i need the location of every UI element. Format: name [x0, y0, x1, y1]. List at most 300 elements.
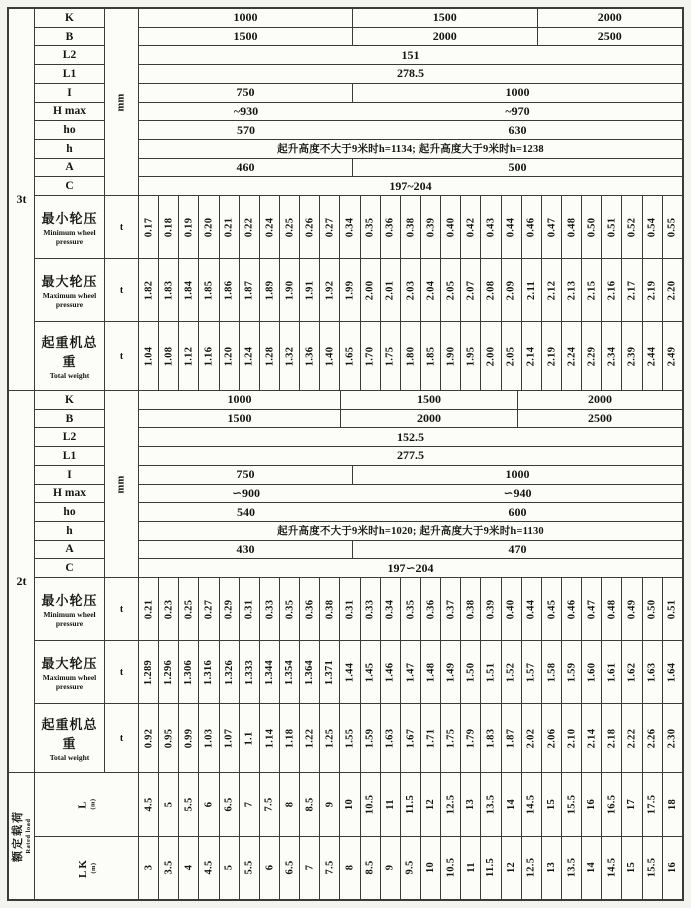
span-value-cell [381, 837, 401, 900]
row-label-zh: 最大轮压 [41, 656, 98, 671]
param-label-b: B [35, 410, 104, 429]
data-value: 1.28 [263, 346, 275, 366]
data-value: 0.27 [324, 217, 336, 237]
data-value-cell [481, 259, 501, 321]
span-value: 12.5 [445, 794, 457, 815]
data-value: 2.19 [646, 280, 658, 300]
span-value-cell [240, 837, 260, 900]
section-load-label: 2t [9, 391, 35, 772]
data-value: 2.44 [646, 346, 658, 366]
span-value-cell [441, 773, 461, 836]
data-value-cell [643, 704, 663, 772]
data-value-cell [461, 196, 481, 258]
param-label-h-max: H max [35, 103, 104, 122]
span-value: 7.5 [263, 797, 275, 812]
data-value-cell [622, 641, 642, 703]
data-value: 2.22 [626, 728, 638, 748]
data-value: 0.40 [445, 217, 457, 237]
data-value-cell [522, 259, 542, 321]
data-value: 1.16 [203, 346, 215, 366]
spec-value-cell: 2000 [341, 410, 518, 428]
span-value-cell [441, 837, 461, 900]
data-value-cell [441, 259, 461, 321]
data-value: 2.00 [364, 280, 376, 300]
data-value-cell [542, 259, 562, 321]
data-value: 1.90 [445, 346, 457, 366]
data-value-cell [300, 322, 320, 390]
span-row-label-cell [35, 773, 139, 836]
data-value: 0.35 [284, 599, 296, 619]
data-value: 0.25 [284, 217, 296, 237]
data-value: 2.12 [545, 280, 557, 300]
span-value-cell [461, 837, 481, 900]
span-value-cell [361, 837, 381, 900]
data-value-cell [199, 322, 219, 390]
span-value: 5 [163, 801, 175, 808]
data-value-cell [159, 578, 179, 640]
data-value: 1.354 [284, 659, 296, 685]
spec-value-cell: 430 [139, 541, 353, 559]
data-value-cell [179, 196, 199, 258]
data-value: 1.296 [163, 659, 175, 685]
span-value: 14 [505, 798, 517, 810]
data-value: 2.29 [586, 346, 598, 366]
param-column [35, 9, 105, 195]
data-value-cell [663, 641, 682, 703]
spec-value-cell: 1000 [505, 85, 530, 100]
data-value-cell [179, 578, 199, 640]
span-value-cell [381, 773, 401, 836]
span-value: 14.5 [606, 857, 618, 878]
span-value-cell [582, 773, 602, 836]
spec-row-h-max [139, 103, 682, 122]
data-value: 0.92 [143, 728, 155, 748]
data-value-cell [139, 259, 159, 321]
data-value: 0.23 [163, 599, 175, 619]
span-value-cell [502, 773, 522, 836]
data-value-cell [542, 641, 562, 703]
data-value-cell [401, 259, 421, 321]
data-value: 0.49 [626, 599, 638, 619]
data-value-cell [481, 196, 501, 258]
data-value-cell [602, 322, 622, 390]
data-value: 0.38 [324, 599, 336, 619]
span-value: 6 [263, 864, 275, 871]
data-value-cell [280, 578, 300, 640]
data-value-cell [260, 578, 280, 640]
span-value-cell [361, 773, 381, 836]
span-value-cell [643, 837, 663, 900]
span-value: 15 [626, 862, 638, 874]
section-block-2t [9, 391, 682, 773]
data-row-total-weight [35, 322, 682, 390]
span-value: 13.5 [485, 794, 497, 815]
data-value-cell [320, 704, 340, 772]
rated-load-block [9, 773, 682, 899]
data-value: 1.51 [485, 662, 497, 682]
data-value-cell [542, 196, 562, 258]
row-label-en: Minimum wheel pressure [43, 610, 96, 628]
data-value: 1.1 [243, 730, 255, 746]
spec-value-cell: 460 [139, 159, 353, 177]
data-value-cell [562, 641, 582, 703]
param-label-k: K [35, 9, 104, 28]
span-value-cell [622, 837, 642, 900]
span-value-cell [320, 837, 340, 900]
spec-value-cell: 750 [139, 84, 353, 102]
span-row-lk [35, 837, 682, 900]
span-value-cell [139, 837, 159, 900]
unit-t-cell: t [105, 578, 139, 640]
spec-row-l1 [139, 65, 682, 84]
spec-row-ho [139, 503, 682, 522]
data-value: 2.13 [566, 280, 578, 300]
row-label-zh: 最小轮压 [41, 211, 98, 226]
data-value-cell [562, 196, 582, 258]
span-value-cell [300, 837, 320, 900]
spec-row-h-max [139, 485, 682, 504]
data-value-cell [421, 259, 441, 321]
data-value: 0.44 [505, 217, 517, 237]
data-value-cell [602, 704, 622, 772]
data-value-cell [643, 322, 663, 390]
data-value: 0.39 [485, 599, 497, 619]
data-value-cell [663, 196, 682, 258]
data-value-cell [280, 641, 300, 703]
data-value: 1.59 [364, 728, 376, 748]
data-value: 0.17 [143, 217, 155, 237]
data-value: 1.87 [505, 728, 517, 748]
spec-value-cell: 151 [401, 47, 420, 62]
param-label-ho: ho [35, 121, 104, 140]
span-value: 15.5 [646, 857, 658, 878]
spec-value-cell: 2000 [587, 392, 612, 407]
data-value: 1.14 [263, 728, 275, 748]
data-value: 2.08 [485, 280, 497, 300]
data-value-cell [562, 259, 582, 321]
data-value-cell [260, 322, 280, 390]
span-row-label [76, 858, 96, 878]
span-value: 15.5 [566, 794, 578, 815]
data-value: 0.36 [425, 599, 437, 619]
row-label-zh: 最小轮压 [41, 593, 98, 608]
data-value: 0.47 [545, 217, 557, 237]
data-value-cell [582, 196, 602, 258]
data-value: 0.95 [163, 728, 175, 748]
data-value-cell [421, 704, 441, 772]
spec-row-k [139, 9, 682, 28]
data-value-cell [461, 322, 481, 390]
data-value-cell [622, 578, 642, 640]
data-value-cell [441, 578, 461, 640]
spec-value-cell: 630 [508, 122, 527, 137]
data-value-cell [361, 259, 381, 321]
unit-t-cell: t [105, 704, 139, 772]
data-value-cell [300, 578, 320, 640]
section-body [35, 9, 682, 390]
spec-grid [35, 9, 682, 196]
data-value-cell [663, 322, 682, 390]
data-value: 1.326 [223, 659, 235, 685]
span-value: 8 [284, 801, 296, 808]
data-value-cell [602, 578, 622, 640]
span-value-cell [260, 773, 280, 836]
data-value-cell [481, 578, 501, 640]
data-value-cell [502, 578, 522, 640]
data-value: 1.55 [344, 728, 356, 748]
data-value-cell [340, 322, 360, 390]
data-value: 1.59 [566, 662, 578, 682]
span-value: 12 [505, 862, 517, 874]
span-value: 13 [545, 862, 557, 874]
span-value-cell [159, 837, 179, 900]
span-value-cell [481, 773, 501, 836]
spec-value-cell: 600 [508, 504, 527, 519]
span-value-cell [220, 773, 240, 836]
span-value: 16 [666, 862, 678, 874]
data-value: 1.70 [364, 346, 376, 366]
data-value: 0.51 [666, 599, 678, 619]
crane-spec-table [7, 7, 684, 901]
data-value-cell [159, 259, 179, 321]
data-value-cell [220, 704, 240, 772]
unit-mm-cell [105, 391, 139, 577]
data-value-cell [139, 578, 159, 640]
span-value-cell [622, 773, 642, 836]
span-value: 8.5 [364, 860, 376, 875]
row-label [35, 259, 105, 321]
param-label-l2: L2 [35, 428, 104, 447]
data-value: 1.64 [666, 662, 678, 682]
data-value-cell [260, 259, 280, 321]
data-value-cell [220, 196, 240, 258]
param-column [35, 391, 105, 577]
spec-value-cell: 1500 [341, 391, 518, 409]
data-value: 2.03 [404, 280, 416, 300]
data-value-cell [220, 259, 240, 321]
row-label [35, 196, 105, 258]
data-value-cell [502, 196, 522, 258]
data-value-cell [300, 704, 320, 772]
span-row-l [35, 773, 682, 837]
data-value: 1.40 [324, 346, 336, 366]
spec-values [139, 391, 682, 577]
span-value: 4.5 [143, 797, 155, 812]
data-value-cell [461, 259, 481, 321]
data-value-cell [401, 196, 421, 258]
param-label-ho: ho [35, 503, 104, 522]
data-value-cell [159, 196, 179, 258]
data-value-cell [159, 704, 179, 772]
span-value-cell [421, 837, 441, 900]
data-value: 0.55 [666, 217, 678, 237]
data-value: 0.33 [263, 599, 275, 619]
data-value-cell [199, 259, 219, 321]
data-value-cell [522, 196, 542, 258]
data-value-cell [139, 322, 159, 390]
data-value: 0.52 [626, 217, 638, 237]
span-label-letter: LK [76, 857, 89, 878]
data-value: 1.32 [284, 346, 296, 366]
data-value-cell [663, 704, 682, 772]
spec-row-k [139, 391, 682, 410]
data-value-cell [340, 704, 360, 772]
data-value-cell [401, 322, 421, 390]
data-value-cell [240, 641, 260, 703]
data-value-cell [622, 259, 642, 321]
data-value: 1.12 [183, 346, 195, 366]
span-value-cell [542, 837, 562, 900]
span-label-unit: (m) [89, 798, 97, 810]
span-value: 17.5 [646, 794, 658, 815]
spec-row-l1 [139, 447, 682, 466]
span-value-cell [300, 773, 320, 836]
spec-value-cell: 2500 [597, 29, 622, 44]
data-value-cell [582, 578, 602, 640]
span-value: 17 [626, 798, 638, 810]
data-value-cell [280, 704, 300, 772]
row-label [35, 322, 105, 390]
span-value-cell [602, 773, 622, 836]
span-value: 16 [586, 798, 598, 810]
span-value-cell [643, 773, 663, 836]
data-value-cell [220, 641, 240, 703]
spec-value-cell: 470 [508, 541, 527, 556]
data-value: 0.21 [143, 599, 155, 619]
data-value: 2.07 [465, 280, 477, 300]
data-value: 0.51 [606, 217, 618, 237]
span-value: 10 [425, 862, 437, 874]
data-value: 1.87 [243, 280, 255, 300]
spec-value-cell: 起升高度不大于9米时h=1134; 起升高度大于9米时h=1238 [277, 144, 544, 156]
span-value: 6.5 [223, 797, 235, 812]
data-value-cell [220, 322, 240, 390]
span-value-cell [260, 837, 280, 900]
data-value: 2.11 [525, 280, 537, 300]
spec-value-cell: 152.5 [397, 429, 424, 444]
data-value: 1.46 [384, 662, 396, 682]
span-value: 9 [324, 801, 336, 808]
data-value: 1.03 [203, 728, 215, 748]
data-value-cell [340, 259, 360, 321]
span-value-cell [461, 773, 481, 836]
spec-value-cell: 750 [139, 466, 353, 484]
unit-t-cell: t [105, 196, 139, 258]
span-value-cell [481, 837, 501, 900]
data-value: 2.14 [525, 346, 537, 366]
span-value: 14 [586, 862, 598, 874]
span-value: 7 [243, 801, 255, 808]
data-value: 1.04 [143, 346, 155, 366]
data-value-cell [179, 641, 199, 703]
data-value-cell [643, 641, 663, 703]
data-value: 1.371 [324, 659, 336, 685]
data-value: 1.49 [445, 662, 457, 682]
data-value: 1.79 [465, 728, 477, 748]
data-row-min-wheel-pressure [35, 196, 682, 259]
data-value: 1.20 [223, 346, 235, 366]
data-row-max-wheel-pressure [35, 641, 682, 704]
span-value: 11.5 [485, 858, 497, 878]
data-value-cell [280, 259, 300, 321]
data-value: 1.65 [344, 346, 356, 366]
data-value-cell [502, 259, 522, 321]
data-value-cell [320, 322, 340, 390]
data-value: 1.71 [425, 728, 437, 748]
unit-t-cell: t [105, 322, 139, 390]
span-label-unit: (m) [89, 862, 97, 874]
data-value-cell [481, 704, 501, 772]
data-value: 2.05 [445, 280, 457, 300]
data-value: 0.99 [183, 728, 195, 748]
data-value: 0.21 [223, 217, 235, 237]
data-value: 1.63 [384, 728, 396, 748]
param-label-h: h [35, 140, 104, 159]
data-value-cell [280, 196, 300, 258]
param-label-l1: L1 [35, 447, 104, 466]
section-body [35, 391, 682, 772]
data-value: 1.44 [344, 662, 356, 682]
spec-row-i [139, 84, 682, 103]
spec-row-l2 [139, 46, 682, 65]
span-row-label [76, 799, 96, 810]
data-value: 1.63 [646, 662, 658, 682]
data-value: 2.26 [646, 728, 658, 748]
data-value: 2.06 [545, 728, 557, 748]
data-value-cell [421, 196, 441, 258]
data-value: 0.26 [304, 217, 316, 237]
data-value: 0.25 [183, 599, 195, 619]
data-value: 0.39 [425, 217, 437, 237]
span-value-cell [240, 773, 260, 836]
span-value: 13.5 [566, 857, 578, 878]
data-value: 2.19 [545, 346, 557, 366]
spec-values [139, 9, 682, 195]
data-value-cell [361, 704, 381, 772]
span-value: 14.5 [525, 794, 537, 815]
span-value: 9 [384, 864, 396, 871]
data-value-cell [179, 704, 199, 772]
data-value-cell [542, 322, 562, 390]
data-value-cell [401, 578, 421, 640]
data-value: 0.36 [304, 599, 316, 619]
data-value-cell [260, 641, 280, 703]
data-value-cell [441, 322, 461, 390]
unit-t-cell: t [105, 641, 139, 703]
data-value: 0.46 [525, 217, 537, 237]
spec-row-a [139, 541, 682, 560]
data-value: 1.344 [263, 659, 275, 685]
data-value: 1.57 [525, 662, 537, 682]
data-value: 0.33 [364, 599, 376, 619]
data-value-cell [381, 578, 401, 640]
data-value: 1.289 [143, 659, 155, 685]
spec-value-cell: ∽940 [503, 485, 532, 500]
data-row-max-wheel-pressure [35, 259, 682, 322]
param-label-i: I [35, 466, 104, 485]
data-value: 2.14 [586, 728, 598, 748]
row-label-en: Total weight [49, 753, 90, 762]
unit-mm-cell [105, 9, 139, 195]
data-value-cell [260, 196, 280, 258]
data-value: 2.04 [425, 280, 437, 300]
data-value-cell [441, 196, 461, 258]
data-value-cell [602, 196, 622, 258]
data-value-cell [421, 322, 441, 390]
span-value-cell [602, 837, 622, 900]
data-value-cell [562, 578, 582, 640]
unit-t-cell: t [105, 259, 139, 321]
